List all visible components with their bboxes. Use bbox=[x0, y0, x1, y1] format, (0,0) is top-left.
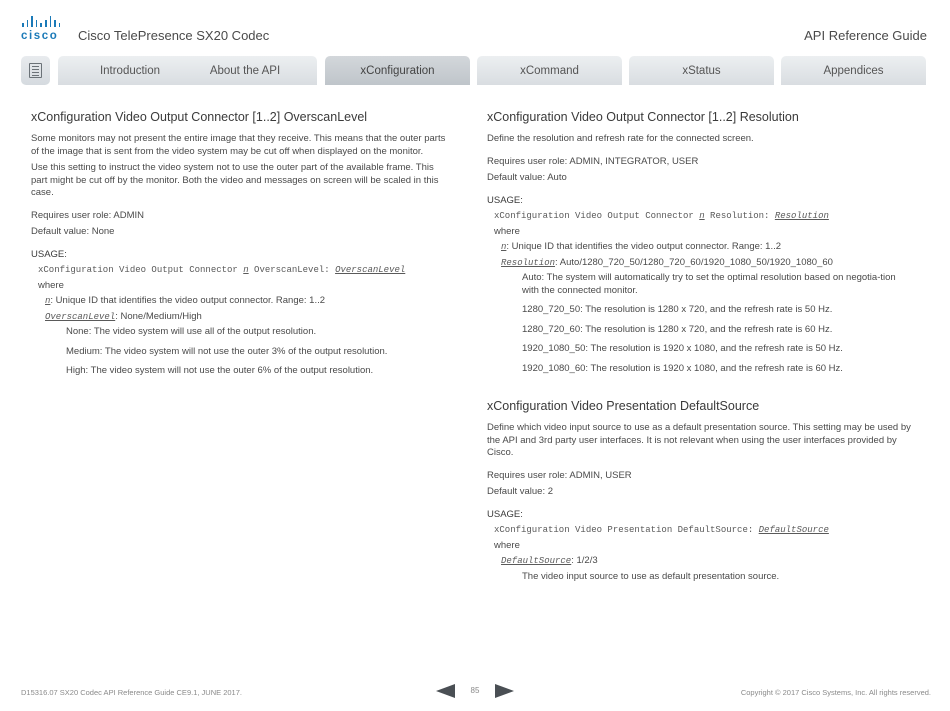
overscan-section bbox=[31, 110, 451, 378]
tab-about-the-api[interactable]: About the API bbox=[173, 56, 317, 85]
copyright: Copyright © 2017 Cisco Systems, Inc. All rights reserved. bbox=[740, 688, 931, 697]
where-label: where bbox=[38, 279, 64, 291]
where-label: where bbox=[494, 539, 520, 551]
tab-introduction[interactable]: Introduction bbox=[58, 56, 202, 85]
usage-command: xConfiguration Video Output Connector n Resolution: Resolution bbox=[494, 211, 829, 221]
usage-command: xConfiguration Video Output Connector n OverscanLevel: OverscanLevel bbox=[38, 265, 406, 275]
default-value: Default value: None bbox=[31, 226, 115, 237]
value-description: 1280_720_50: The resolution is 1280 x 720, and the refresh rate is 50 Hz. bbox=[522, 304, 833, 315]
section-title: xConfiguration Video Presentation DefaultSource bbox=[487, 399, 760, 413]
value-description: The video input source to use as default presentation source. bbox=[522, 570, 780, 582]
tab-xstatus[interactable]: xStatus bbox=[629, 56, 774, 85]
value-description: Auto: The system will automatically try to set the optimal resolution based on negotia-tion with the connected monitor. bbox=[522, 272, 896, 296]
param-n: n: Unique ID that identifies the video output connector. Range: 1..2 bbox=[501, 241, 782, 252]
param-defaultsource: DefaultSource: 1/2/3 bbox=[501, 555, 598, 566]
value-description: 1920_1080_50: The resolution is 1920 x 1080, and the refresh rate is 50 Hz. bbox=[522, 343, 843, 354]
user-role: Requires user role: ADMIN, INTEGRATOR, USER bbox=[487, 155, 699, 167]
section-title: xConfiguration Video Output Connector [1..2] Resolution bbox=[487, 110, 799, 124]
user-role: Requires user role: ADMIN, USER bbox=[487, 469, 632, 481]
page-header bbox=[0, 0, 950, 52]
default-value: Default value: Auto bbox=[487, 172, 567, 183]
guide-title: API Reference Guide bbox=[804, 28, 927, 43]
param-resolution: Resolution: Auto/1280_720_50/1280_720_60/1920_1080_50/1920_1080_60 bbox=[501, 256, 833, 268]
value-description: None: The video system will use all of the output resolution. bbox=[66, 326, 317, 337]
product-title: Cisco TelePresence SX20 Codec bbox=[78, 28, 270, 43]
logo-wordmark: cisco bbox=[21, 30, 59, 42]
usage-label: USAGE: bbox=[487, 194, 523, 206]
defaultsource-section bbox=[487, 399, 912, 583]
param-n: n: Unique ID that identifies the video output connector. Range: 1..2 bbox=[45, 295, 326, 306]
value-description: 1920_1080_60: The resolution is 1920 x 1080, and the refresh rate is 60 Hz. bbox=[522, 362, 843, 374]
section-title: xConfiguration Video Output Connector [1..2] OverscanLevel bbox=[31, 110, 368, 124]
page-number: 85 bbox=[470, 686, 480, 695]
where-label: where bbox=[494, 225, 520, 237]
tab-xconfiguration[interactable]: xConfiguration bbox=[325, 56, 470, 85]
value-description: High: The video system will not use the outer 6% of the output resolution. bbox=[66, 365, 374, 376]
usage-label: USAGE: bbox=[31, 248, 67, 260]
document-id: D15316.07 SX20 Codec API Reference Guide CE9.1, JUNE 2017. bbox=[21, 688, 242, 697]
next-page-icon[interactable] bbox=[495, 684, 514, 698]
default-value: Default value: 2 bbox=[487, 486, 554, 497]
user-role: Requires user role: ADMIN bbox=[31, 209, 144, 221]
resolution-section bbox=[487, 110, 912, 583]
usage-label: USAGE: bbox=[487, 508, 523, 520]
tab-appendices[interactable]: Appendices bbox=[781, 56, 926, 85]
section-description: Use this setting to instruct the video system not to use the outer part of the available frame. This part might be cut off by the monitor. Both the video and messages on screen will be scaled in this case. bbox=[31, 162, 439, 198]
value-description: 1280_720_60: The resolution is 1280 x 720, and the refresh rate is 60 Hz. bbox=[522, 323, 833, 335]
cisco-logo bbox=[21, 16, 63, 42]
tab-xcommand[interactable]: xCommand bbox=[477, 56, 622, 85]
section-description: Define which video input source to use as a default presentation source. This setting may be used by the API and 3rd party user interfaces. It is not relevant when using the user interfaces provided by Cisco. bbox=[487, 422, 911, 458]
section-description: Some monitors may not present the entire image that they receive. This means that the outer parts of the image that is sent from the video system may be cut off when displayed on the monitor. bbox=[31, 133, 446, 157]
param-overscanlevel: OverscanLevel: None/Medium/High bbox=[45, 310, 202, 322]
section-description: Define the resolution and refresh rate for the connected screen. bbox=[487, 133, 754, 144]
pager bbox=[436, 684, 514, 698]
section-nav bbox=[21, 56, 931, 85]
document-icon[interactable] bbox=[21, 56, 50, 85]
value-description: Medium: The video system will not use the outer 3% of the output resolution. bbox=[66, 345, 388, 357]
usage-command: xConfiguration Video Presentation DefaultSource: DefaultSource bbox=[494, 525, 829, 535]
